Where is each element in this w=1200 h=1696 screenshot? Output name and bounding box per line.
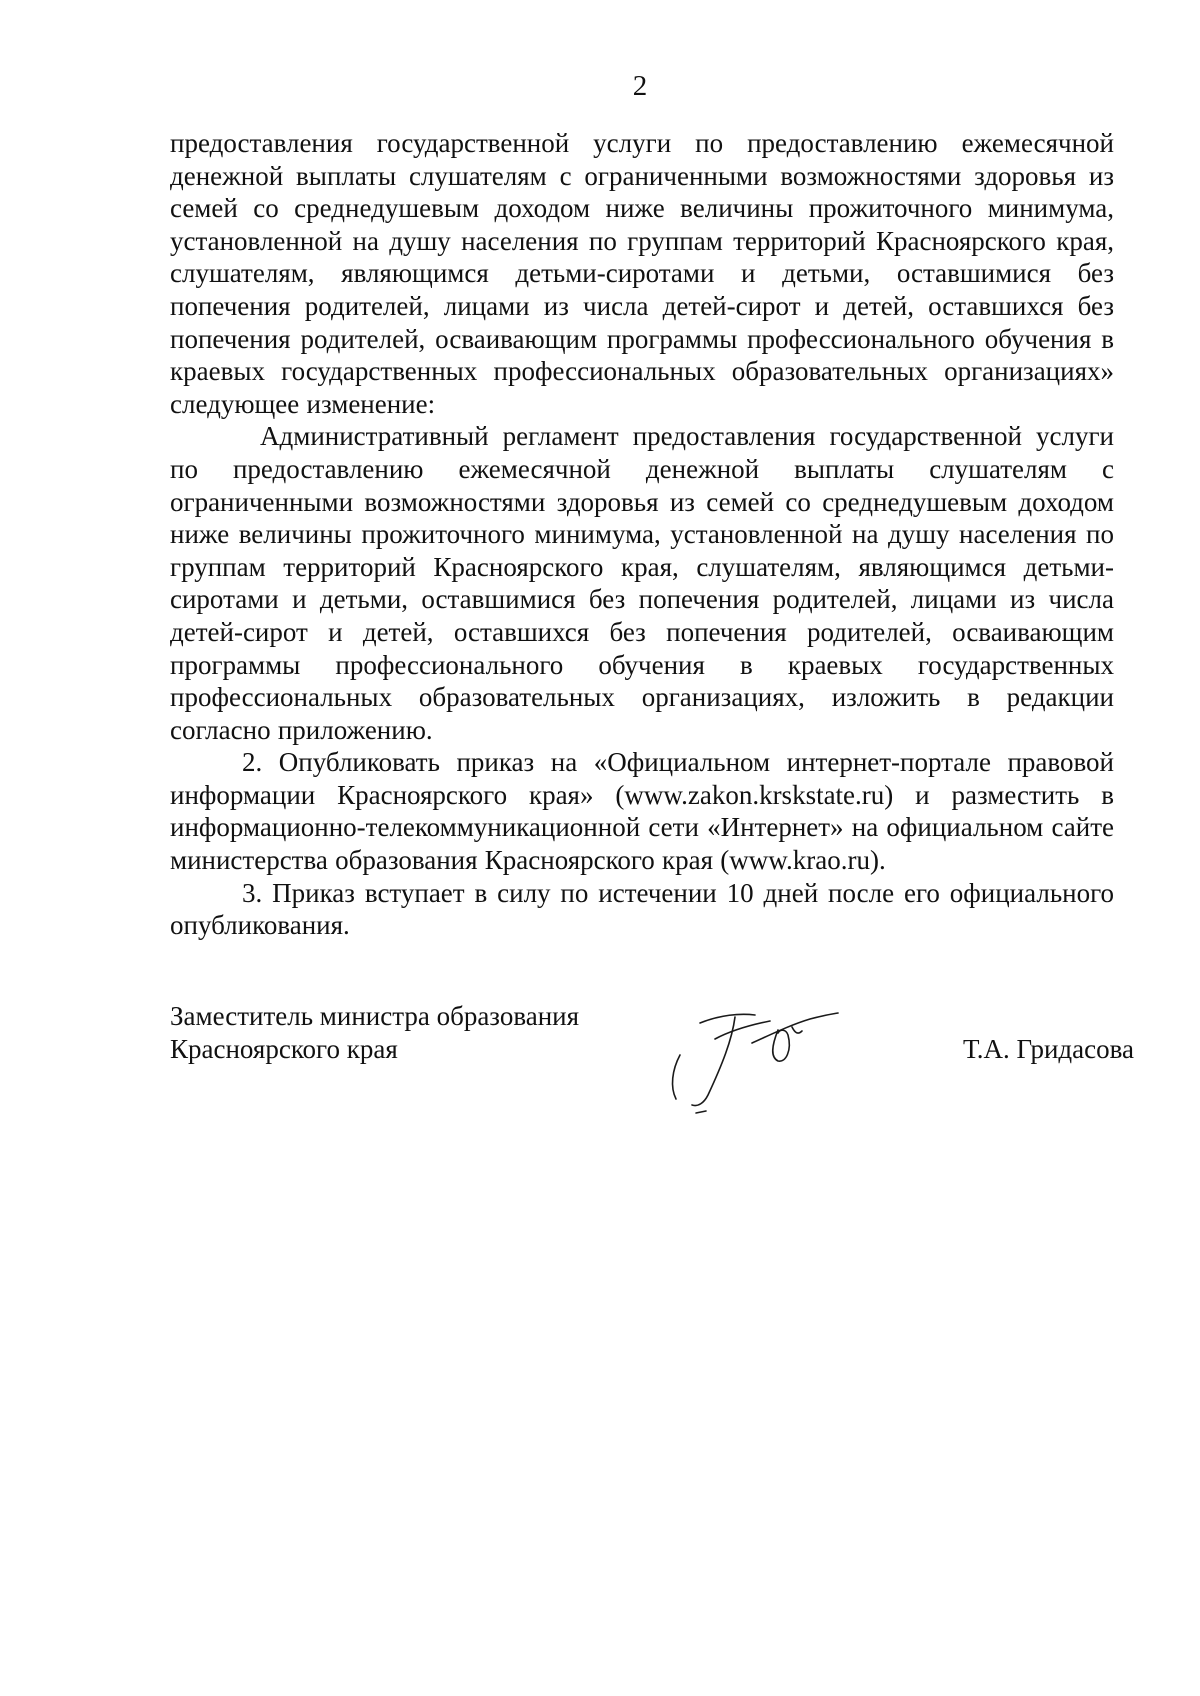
paragraph-continuation: предоставления государственной услуги по предоставлению ежемесячной денежной выплаты слушателям с ограниченными возможностями здоровья из семей со среднедушевым доходом ниже величины прожиточного минимума, установленной на душу населения по группам территорий Красноярского края, слушателям, являющимся детьми-сиротами и детьми, оставшимися без попечения родителей, лицами из числа детей-сирот и детей, оставшихся без попечения родителей, осваивающим программы профессионального обучения в краевых государственных профессиональных образовательных организациях» следующее изменение: (170, 128, 1114, 419)
paragraph-regulation: Административный регламент предоставления государственной услуги по предоставлению ежемесячной денежной выплаты слушателям с ограниченными возможностями здоровья из семей со среднедушевым доходом ниже величины прожиточного минимума, установленной на душу населения по группам территорий Красноярского края, слушателям, являющимся детьми-сиротами и детьми, оставшимися без попечения родителей, лицами из числа детей-сирот и детей, оставшихся без попечения родителей, осваивающим программы профессионального обучения в краевых государственных профессиональных образовательных организациях, изложить в редакции согласно приложению. (170, 421, 1114, 745)
signature-block (170, 1000, 1134, 1130)
page-number: 2 (632, 70, 648, 102)
signatory-name: Т.А. Гридасова (963, 1034, 1134, 1064)
signatory-title-line2: Красноярского края (170, 1034, 398, 1064)
signatory-title (170, 1000, 579, 1066)
paragraph-item-3: 3. Приказ вступает в силу по истечении 10 дней после его официального опубликования. (170, 877, 1114, 941)
handwritten-signature (660, 995, 850, 1115)
document-body (170, 127, 1114, 942)
paragraph-item-2: 2. Опубликовать приказ на «Официальном интернет-портале правовой информации Красноярского края» (www.zakon.krskstate.ru) и разместить в информационно-телекоммуникационной сети «Интернет» на официальном сайте министерства образования Красноярского края (www.krao.ru). (170, 747, 1114, 876)
signatory-title-line1: Заместитель министра образования (170, 1001, 580, 1031)
